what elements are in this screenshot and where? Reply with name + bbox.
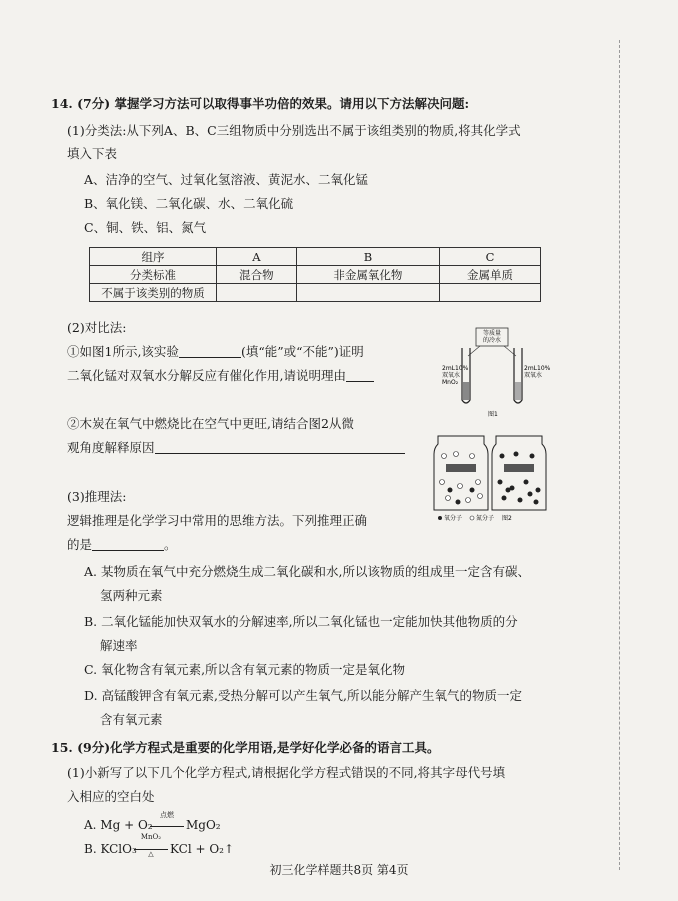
table-cell: 非金属氧化物 xyxy=(296,266,439,284)
table-cell: B xyxy=(296,248,439,266)
choice-a-line2: 氢两种元素 xyxy=(100,588,163,603)
q14-part1-line2: 填入下表 xyxy=(67,146,118,161)
answer-cell-b[interactable] xyxy=(296,284,439,302)
answer-blank-1[interactable] xyxy=(179,345,241,358)
fig1-right-text2: 双氧水 xyxy=(524,372,543,379)
equation-a-condition: 点燃 xyxy=(160,811,174,819)
fig1-left-text1: 2mL10% xyxy=(442,365,469,372)
q14-part3-title: (3)推理法: xyxy=(67,489,127,504)
q14-part1-line1: (1)分类法:从下列A、B、C三组物质中分别选出不属于该组类别的物质,将其化学式 xyxy=(67,123,521,138)
figure-2-gas-jars xyxy=(432,426,550,526)
q14-part2-title: (2)对比法: xyxy=(67,320,127,335)
table-cell: A xyxy=(217,248,297,266)
q14-part2-line1-end: (填“能”或“不能”)证明 xyxy=(240,344,364,359)
q14-title: 14. (7分) 掌握学习方法可以取得事半功倍的效果。请用以下方法解决问题: xyxy=(51,96,470,111)
q14-part2-line1 xyxy=(67,342,364,360)
table-header-row xyxy=(90,248,541,266)
equation-b-left: B. KClO₃ xyxy=(84,842,137,856)
table-cell: 组序 xyxy=(90,248,217,266)
fig2-legend-oxygen: 氧分子 xyxy=(444,515,463,522)
table-cell: 金属单质 xyxy=(440,266,541,284)
q14-option-c: C、铜、铁、铝、氮气 xyxy=(84,220,207,235)
page-footer: 初三化学样题共8页 第4页 xyxy=(269,863,409,877)
table-cell: 分类标准 xyxy=(90,266,217,284)
choice-c: C. 氧化物含有氧元素,所以含有氧元素的物质一定是氧化物 xyxy=(84,662,406,677)
q15-title: 15. (9分)化学方程式是重要的化学用语,是学好化学必备的语言工具。 xyxy=(51,740,440,755)
fig1-label-top2: 的冷水 xyxy=(482,337,502,344)
answer-blank-4[interactable] xyxy=(92,538,164,551)
equation-b-right: KCl + O₂↑ xyxy=(170,842,235,856)
choice-d-line2: 含有氧元素 xyxy=(100,712,163,727)
choice-d-line1: D. 高锰酸钾含有氧元素,受热分解可以产生氧气,所以能分解产生氧气的物质一定 xyxy=(84,688,522,703)
classification-table xyxy=(89,247,541,302)
fig2-legend-nitrogen: 氮分子 xyxy=(476,515,495,522)
figure-1-test-tubes xyxy=(440,326,551,422)
table-cell: C xyxy=(440,248,541,266)
choice-b-line2: 解速率 xyxy=(100,638,138,653)
q14-part2-line4-text: 观角度解释原因 xyxy=(67,440,155,455)
q14-part2-line2 xyxy=(67,366,374,384)
q14-part2-line3: ②木炭在氧气中燃烧比在空气中更旺,请结合图2从微 xyxy=(67,416,354,431)
q14-option-a: A、洁净的空气、过氧化氢溶液、黄泥水、二氧化锰 xyxy=(84,172,369,187)
q15-part1-line2: 入相应的空白处 xyxy=(67,789,155,804)
binding-line xyxy=(619,40,620,870)
equation-a-left: A. Mg + O₂ xyxy=(84,818,153,832)
fig1-right-text1: 2mL10% xyxy=(524,365,551,372)
equation-b-condition-top: MnO₂ xyxy=(140,833,162,841)
table-row xyxy=(90,284,541,302)
choice-a-line1: A. 某物质在氧气中充分燃烧生成二氧化碳和水,所以该物质的组成里一定含有碳、 xyxy=(84,564,530,579)
fig1-caption: 图1 xyxy=(488,411,498,418)
q14-part2-line2-text: 二氧化锰对双氧水分解反应有催化作用,请说明理由 xyxy=(67,368,346,383)
q14-option-b: B、氧化镁、二氧化碳、水、二氧化硫 xyxy=(84,196,294,211)
choice-b-line1: B. 二氧化锰能加快双氧水的分解速率,所以二氧化锰也一定能加快其他物质的分 xyxy=(84,614,518,629)
equation-b-condition-bottom: △ xyxy=(148,850,154,858)
fig2-caption: 图2 xyxy=(502,515,512,522)
q14-part3-line1: 逻辑推理是化学学习中常用的思维方法。下列推理正确 xyxy=(67,513,368,528)
q14-part3-line2-end: 。 xyxy=(164,537,177,552)
table-cell: 混合物 xyxy=(217,266,297,284)
q14-part2-line1-start: ①如图1所示,该实验 xyxy=(67,344,179,359)
q14-part3-line2-text: 的是 xyxy=(67,537,93,552)
fig1-label-top1: 等质量 xyxy=(482,330,502,337)
q15-part1-line1: (1)小新写了以下几个化学方程式,请根据化学方程式错误的不同,将其字母代号填 xyxy=(67,765,506,780)
table-row xyxy=(90,266,541,284)
answer-blank-3[interactable] xyxy=(155,441,405,454)
answer-cell-c[interactable] xyxy=(440,284,541,302)
answer-cell-a[interactable] xyxy=(217,284,297,302)
answer-blank-2[interactable] xyxy=(346,369,374,382)
q14-part3-line2 xyxy=(67,535,177,553)
equation-a-line xyxy=(150,826,184,827)
equation-a-right: MgO₂ xyxy=(186,818,221,832)
table-cell: 不属于该类别的物质 xyxy=(90,284,217,302)
fig1-left-text3: MnO₂ xyxy=(442,379,459,386)
q14-part2-line4 xyxy=(67,438,405,456)
fig1-left-text2: 双氧水 xyxy=(442,372,461,379)
